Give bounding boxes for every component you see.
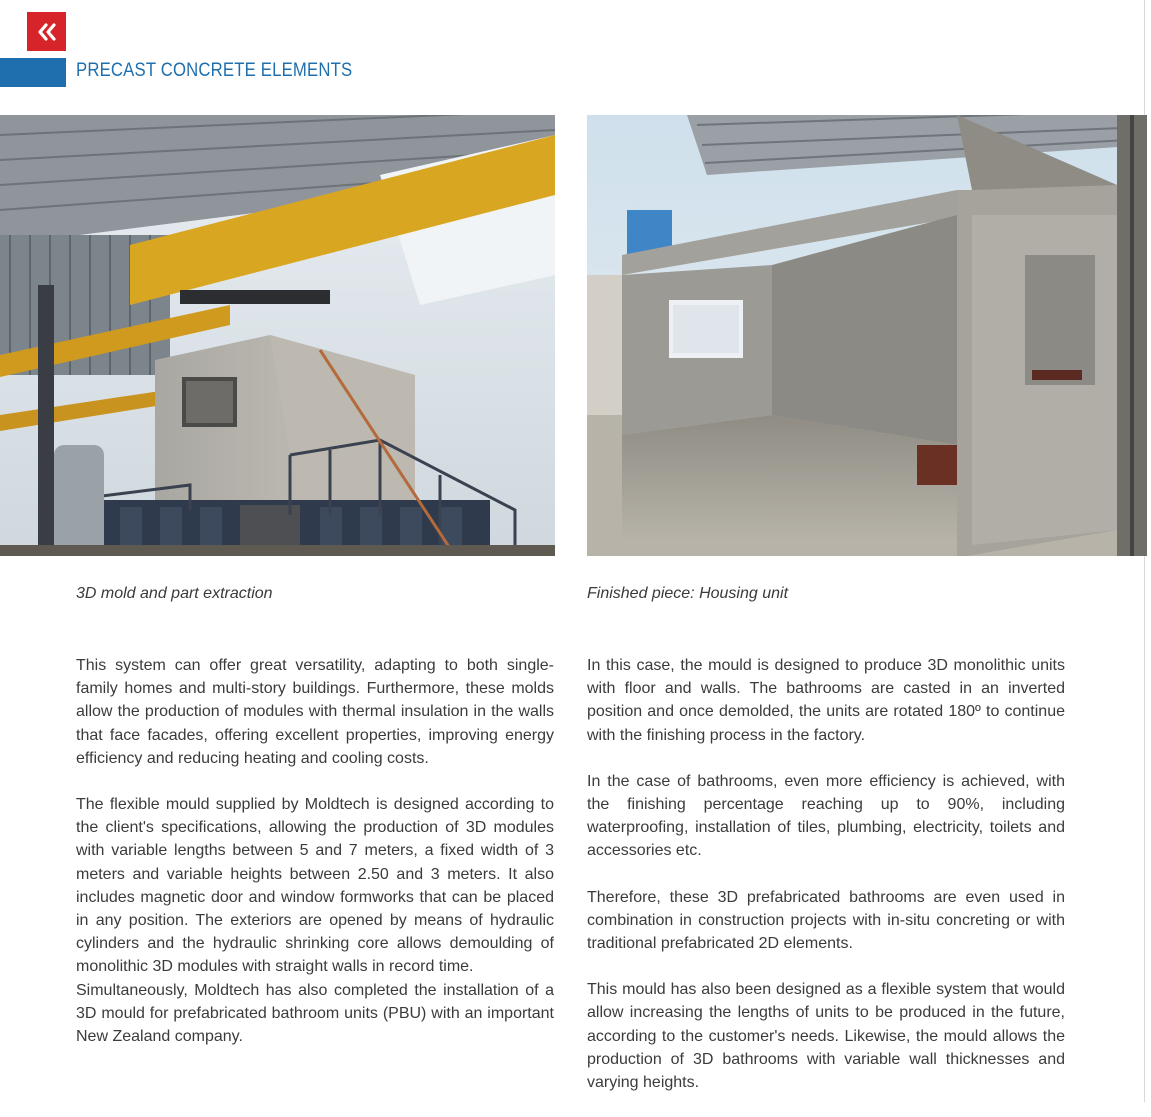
body-column-right — [587, 654, 1065, 1117]
paragraph: This system can offer great versatility, adapting to both single-family homes and multi-story buildings. Furthermore, these molds allow the production of modules with thermal insulation in the walls that face facades, offering excellent properties, improving energy efficiency and reducing heating and cooling costs. — [76, 657, 554, 767]
photo-finished-housing-unit — [587, 115, 1147, 556]
brand-logo — [27, 12, 66, 51]
paragraph: In the case of bathrooms, even more efficiency is achieved, with the finishing percentage reaching up to 90%, including waterproofing, installation of tiles, plumbing, electricity, toilets and accessories etc. — [587, 772, 1065, 860]
paragraph: The flexible mould supplied by Moldtech is designed according to the client's specifications, allowing the production of 3D modules with variable lengths between 5 and 7 meters, a fixed width of 3 meters and variable heights between 2.50 and 3 meters. It also includes magnetic door and window formworks that can be placed in any position. The exteriors are opened by means of hydraulic cylinders and the hydraulic shrinking core allows demoulding of monolithic 3D modules with straight walls in record time. — [76, 796, 554, 976]
figure-caption-left: 3D mold and part extraction — [76, 585, 273, 602]
paragraph: In this case, the mould is designed to produce 3D monolithic units with floor and walls. The bathrooms are casted in an inverted position and once demolded, the units are rotated 180º to continue with the finishing process in the factory. — [587, 657, 1065, 744]
paragraph: Simultaneously, Moldtech has also completed the installation of a 3D mould for prefabricated bathroom units (PBU) with an important New Zealand company. — [76, 981, 554, 1046]
figure-caption-right: Finished piece: Housing unit — [587, 585, 789, 602]
paragraph: Therefore, these 3D prefabricated bathrooms are even used in combination in construction projects with in-situ concreting or with traditional prefabricated 2D elements. — [587, 888, 1065, 953]
body-column-left — [76, 654, 554, 1071]
double-chevron-left-icon — [35, 22, 59, 42]
header-accent-bar — [0, 58, 66, 87]
photo-3d-mold-extraction — [0, 115, 555, 556]
paragraph: This mould has also been designed as a flexible system that would allow increasing the lengths of units to be produced in the future, according to the customer's needs. Likewise, the mould allows the production of 3D bathrooms with variable wall thicknesses and varying heights. — [587, 981, 1065, 1092]
section-title: PRECAST CONCRETE ELEMENTS — [76, 60, 353, 81]
